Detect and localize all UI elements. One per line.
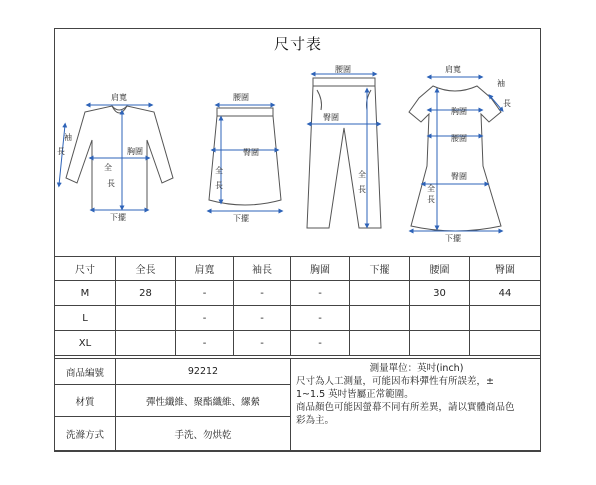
dress-hip-label: 臀圍 xyxy=(451,172,467,181)
value-cell xyxy=(410,306,470,331)
value-cell: - xyxy=(291,306,350,331)
table-row xyxy=(55,306,541,331)
value-cell xyxy=(116,306,176,331)
header-cell: 胸圍 xyxy=(291,257,350,281)
skirt-hip-label: 臀圍 xyxy=(243,148,259,157)
product-info-table xyxy=(54,358,541,451)
top-sleeve-label-1: 袖 xyxy=(64,133,72,142)
size-table-header-row xyxy=(55,257,541,281)
dress-sleeve-label-1: 袖 xyxy=(497,79,505,88)
header-cell: 全長 xyxy=(116,257,176,281)
dress-hem-label: 下擺 xyxy=(445,234,461,243)
material-value: 彈性纖維、聚酯纖維、縲縈 xyxy=(116,385,291,417)
value-cell: 44 xyxy=(470,281,541,306)
value-cell: - xyxy=(176,281,234,306)
garment-diagrams xyxy=(55,50,540,255)
pants-length-label-1: 全 xyxy=(358,170,366,179)
value-cell xyxy=(470,331,541,356)
value-cell: - xyxy=(234,306,291,331)
pants-waist-label: 腰圍 xyxy=(335,65,351,74)
value-cell xyxy=(350,331,410,356)
material-label: 材質 xyxy=(55,385,116,417)
notes-title: 測量單位：英吋(inch) xyxy=(369,363,464,374)
header-cell: 袖長 xyxy=(234,257,291,281)
header-cell: 腰圍 xyxy=(410,257,470,281)
value-cell: - xyxy=(176,331,234,356)
value-cell: - xyxy=(234,281,291,306)
value-cell: - xyxy=(291,331,350,356)
top-hem-label: 下擺 xyxy=(110,213,126,222)
top-length-label-2: 長 xyxy=(107,179,115,188)
value-cell xyxy=(116,331,176,356)
pants-measure-lines xyxy=(309,74,379,226)
product-code-value: 92212 xyxy=(116,359,291,385)
dress-shoulder-label: 肩寬 xyxy=(445,65,461,74)
product-code-label: 商品編號 xyxy=(55,359,116,385)
top-length-label-1: 全 xyxy=(104,163,112,172)
pants-diagram xyxy=(307,78,381,228)
dress-length-label-1: 全 xyxy=(427,184,435,193)
pants-length-label-2: 長 xyxy=(358,185,366,194)
dress-waist-label: 腰圍 xyxy=(451,134,467,143)
skirt-length-label-1: 全 xyxy=(215,166,223,175)
top-sleeve-label-2: 長 xyxy=(57,147,65,156)
dress-chest-label: 胸圍 xyxy=(451,107,467,116)
notes-line: 1~1.5 英吋皆屬正常範圍。 xyxy=(296,389,414,400)
header-cell: 下擺 xyxy=(350,257,410,281)
dress-sleeve-label-2: 長 xyxy=(503,99,511,108)
dress-measure-lines xyxy=(411,77,502,231)
notes-line: 彩為主。 xyxy=(296,415,335,426)
value-cell: - xyxy=(291,281,350,306)
value-cell: 28 xyxy=(116,281,176,306)
top-shoulder-label: 肩寬 xyxy=(111,93,127,102)
wash-value: 手洗、勿烘乾 xyxy=(116,417,291,451)
value-cell xyxy=(350,281,410,306)
header-cell: 尺寸 xyxy=(55,257,116,281)
value-cell xyxy=(470,306,541,331)
value-cell: 30 xyxy=(410,281,470,306)
top-chest-label: 胸圍 xyxy=(127,147,143,156)
header-cell: 肩寬 xyxy=(176,257,234,281)
wash-label: 洗滌方式 xyxy=(55,417,116,451)
dress-length-label-2: 長 xyxy=(427,195,435,204)
size-table xyxy=(54,256,541,356)
value-cell xyxy=(410,331,470,356)
value-cell: - xyxy=(176,306,234,331)
value-cell: - xyxy=(234,331,291,356)
size-cell: L xyxy=(55,306,116,331)
size-cell: M xyxy=(55,281,116,306)
skirt-waist-label: 腰圍 xyxy=(233,93,249,102)
table-row xyxy=(55,331,541,356)
product-code-row xyxy=(55,359,541,385)
notes-line: 尺寸為人工測量，可能因布料彈性有所誤差，± xyxy=(296,376,494,387)
measurement-notes xyxy=(291,359,541,451)
skirt-length-label-2: 長 xyxy=(215,181,223,190)
skirt-measure-lines xyxy=(209,105,281,211)
table-row xyxy=(55,281,541,306)
skirt-hem-label: 下擺 xyxy=(233,214,249,223)
notes-line: 商品顏色可能因螢幕不同有所差異，請以實體商品色 xyxy=(296,402,515,413)
top-measure-lines xyxy=(59,105,151,210)
page-title: 尺寸表 xyxy=(273,35,322,53)
value-cell xyxy=(350,306,410,331)
pants-hip-label: 臀圍 xyxy=(323,113,339,122)
header-cell: 臀圍 xyxy=(470,257,541,281)
size-cell: XL xyxy=(55,331,116,356)
